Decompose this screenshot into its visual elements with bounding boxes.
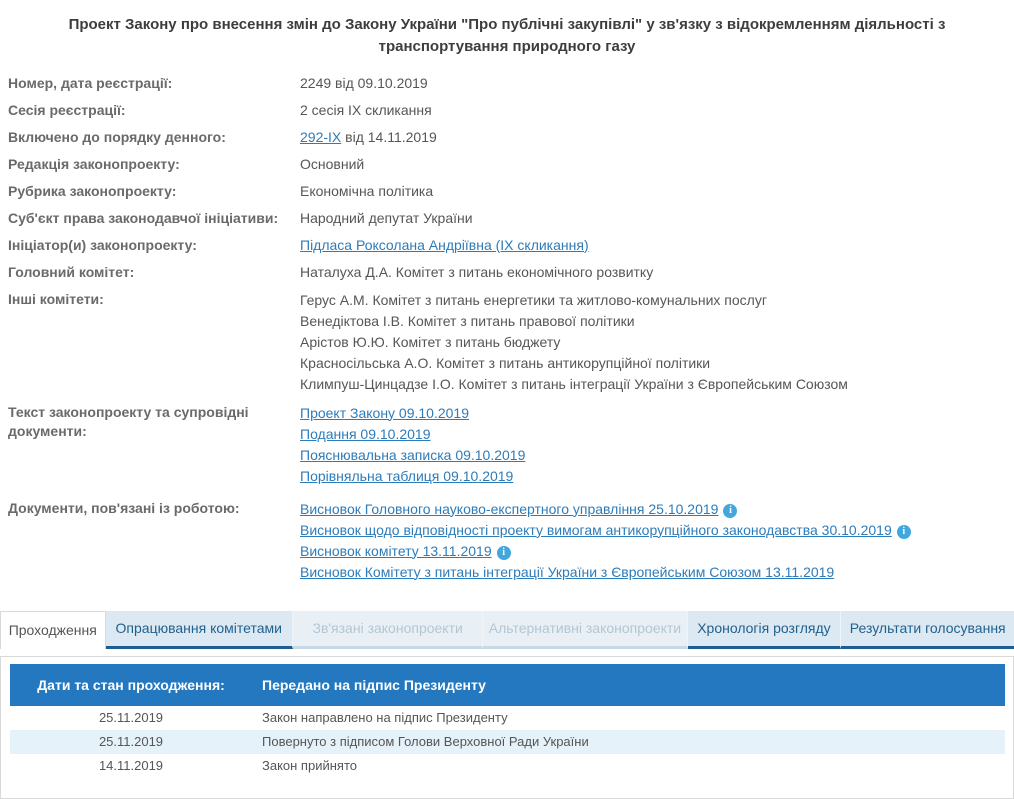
bill-text-links (300, 403, 525, 487)
field-initiator (8, 236, 1014, 255)
tab-committee-processing[interactable]: Опрацювання комітетами (106, 611, 293, 649)
row-status: Закон прийнято (262, 758, 357, 773)
field-redaction (8, 155, 1014, 174)
field-label: Суб'єкт права законодавчої ініціативи: (8, 209, 279, 226)
tab-alternative-bills: Альтернативні законопроекти (483, 611, 687, 649)
table-row (10, 706, 1005, 730)
field-value: Економічна політика (300, 182, 434, 199)
field-reg-number (8, 74, 1014, 93)
document-link[interactable]: Порівняльна таблиця 09.10.2019 (300, 467, 514, 484)
field-value: 2 сесія IX скликання (300, 101, 432, 118)
field-label: Документи, пов'язані із роботою: (8, 499, 240, 516)
bill-details (0, 58, 1014, 583)
field-label: Головний комітет: (8, 263, 135, 280)
field-value: Наталуха Д.А. Комітет з питань економічного розвитку (300, 263, 654, 280)
field-value (300, 236, 589, 255)
row-date: 14.11.2019 (98, 758, 164, 773)
document-link[interactable]: Висновок щодо відповідності проекту вимогам антикорупційного законодавства 30.10.2019 (300, 521, 892, 538)
table-header-dates: Дати та стан проходження: (37, 676, 225, 693)
row-date: 25.11.2019 (98, 710, 164, 725)
field-label: Ініціатор(и) законопроекту: (8, 236, 197, 253)
field-label: Номер, дата реєстрації: (8, 74, 173, 91)
committee-item: Климпуш-Цинцадзе І.О. Комітет з питань інтеграції України з Європейським Союзом (300, 375, 848, 392)
document-link[interactable]: Подання 09.10.2019 (300, 425, 431, 442)
tab-voting-results[interactable]: Результати голосування (841, 611, 1014, 649)
info-icon[interactable]: i (897, 525, 911, 539)
committee-item: Герус А.М. Комітет з питань енергетики та житлово-комунальних послуг (300, 291, 767, 308)
field-value: Основний (300, 155, 365, 172)
field-value: 2249 від 09.10.2019 (300, 74, 428, 91)
table-header-row (10, 664, 1005, 706)
field-other-committees (8, 290, 1014, 395)
field-main-committee (8, 263, 1014, 282)
initiator-link[interactable]: Підласа Роксолана Андріївна (IX скликання) (300, 236, 589, 253)
row-date: 25.11.2019 (98, 734, 164, 749)
field-related-docs (8, 499, 1014, 583)
agenda-law-link[interactable]: 292-IX (300, 128, 342, 145)
page-title: Проект Закону про внесення змін до Закону України "Про публічні закупівлі" у зв'язку з відокремленням діяльності з транспортування природного газу (68, 16, 946, 55)
committee-item: Венедіктова І.В. Комітет з питань правової політики (300, 312, 635, 329)
field-value: Народний депутат України (300, 209, 473, 226)
field-rubric (8, 182, 1014, 201)
document-link[interactable]: Проект Закону 09.10.2019 (300, 404, 470, 421)
agenda-date: від 14.11.2019 (341, 128, 437, 145)
committee-list (300, 290, 848, 395)
field-session (8, 101, 1014, 120)
tab-related-bills: Зв'язані законопроекти (293, 611, 483, 649)
document-link[interactable]: Висновок комітету 13.11.2019 (300, 542, 492, 559)
table-row (10, 754, 1005, 778)
related-doc-links (300, 499, 911, 583)
table-header-status: Передано на підпис Президенту (262, 676, 486, 693)
field-subject (8, 209, 1014, 228)
info-icon[interactable]: i (497, 546, 511, 560)
field-label: Включено до порядку денного: (8, 128, 226, 145)
field-label: Сесія реєстрації: (8, 101, 126, 118)
document-link[interactable]: Висновок Головного науково-експертного управління 25.10.2019 (300, 500, 719, 517)
field-agenda (8, 128, 1014, 147)
row-status: Закон направлено на підпис Президенту (262, 710, 508, 725)
passage-panel (0, 656, 1014, 799)
tab-passage[interactable]: Проходження (0, 611, 106, 649)
field-label: Редакція законопроекту: (8, 155, 180, 172)
document-link[interactable]: Пояснювальна записка 09.10.2019 (300, 446, 526, 463)
info-icon[interactable]: i (723, 504, 737, 518)
field-bill-texts (8, 403, 1014, 487)
committee-item: Красносільська А.О. Комітет з питань антикорупційної політики (300, 354, 711, 371)
row-status: Повернуто з підписом Голови Верховної Ради України (262, 734, 589, 749)
table-row (10, 730, 1005, 754)
field-label: Рубрика законопроекту: (8, 182, 177, 199)
tab-bar (0, 611, 1014, 649)
field-label: Текст законопроекту та супровідні документи: (8, 403, 249, 439)
committee-item: Арістов Ю.Ю. Комітет з питань бюджету (300, 333, 561, 350)
tab-review-chronology[interactable]: Хронологія розгляду (688, 611, 842, 649)
field-value (300, 128, 437, 147)
document-link[interactable]: Висновок Комітету з питань інтеграції України з Європейським Союзом 13.11.2019 (300, 563, 835, 580)
field-label: Інші комітети: (8, 290, 104, 307)
